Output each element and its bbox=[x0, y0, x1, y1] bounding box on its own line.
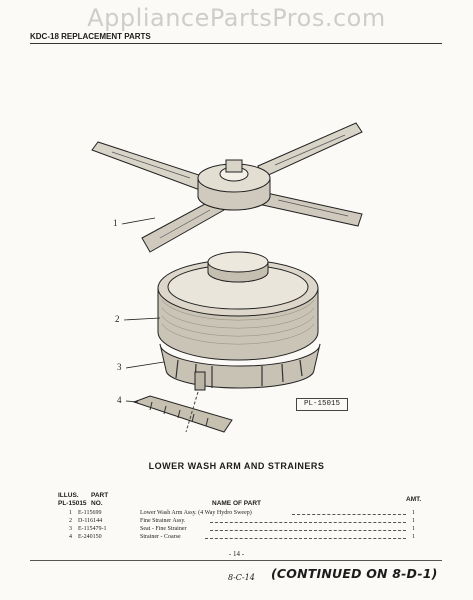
row-leader bbox=[292, 514, 406, 515]
row-part-number: E-115479-1 bbox=[78, 526, 107, 532]
row-illus: 2 bbox=[69, 518, 72, 524]
row-leader bbox=[210, 522, 406, 523]
table-head-illus-line1: ILLUS. bbox=[58, 492, 79, 499]
table-row bbox=[60, 509, 420, 517]
table-row bbox=[60, 525, 420, 533]
handwritten-reference: 8-C-14 bbox=[228, 573, 255, 582]
callout-4: 4 bbox=[117, 395, 122, 405]
page-number: - 14 - bbox=[228, 550, 245, 558]
table-row bbox=[60, 533, 420, 541]
plate-number: PL-15015 bbox=[296, 398, 348, 411]
table-head-amt: AMT. bbox=[406, 496, 422, 503]
fine-strainer-drawing bbox=[158, 252, 318, 360]
row-amount: 1 bbox=[412, 534, 415, 540]
row-leader bbox=[205, 538, 406, 539]
table-row bbox=[60, 517, 420, 525]
callout-3: 3 bbox=[117, 362, 122, 372]
row-amount: 1 bbox=[412, 510, 415, 516]
row-part-name: Fine Strainer Assy. bbox=[140, 518, 186, 524]
coarse-strainer-drawing bbox=[134, 392, 232, 432]
table-head-illus bbox=[58, 492, 87, 508]
watermark: AppliancePartsPros.com bbox=[87, 4, 386, 32]
row-part-name: Seat - Fine Strainer bbox=[140, 526, 187, 532]
row-part-number: E-240150 bbox=[78, 534, 102, 540]
row-part-name: Lower Wash Arm Assy. (4 Way Hydro Sweep) bbox=[140, 510, 252, 516]
row-part-number: D-116144 bbox=[78, 518, 103, 524]
table-head-part-line1: PART bbox=[91, 492, 109, 499]
continued-note: (CONTINUED ON 8-D-1) bbox=[271, 566, 438, 581]
table-head-illus-line2: PL-15015 bbox=[58, 500, 87, 507]
table-head-part bbox=[91, 492, 108, 508]
row-illus: 4 bbox=[69, 534, 72, 540]
page-divider bbox=[30, 560, 442, 561]
row-amount: 1 bbox=[412, 526, 415, 532]
row-amount: 1 bbox=[412, 518, 415, 524]
section-title: LOWER WASH ARM AND STRAINERS bbox=[148, 461, 325, 471]
row-illus: 1 bbox=[69, 510, 72, 516]
table-head-part-line2: NO. bbox=[91, 500, 103, 507]
row-part-number: E-115699 bbox=[78, 510, 102, 516]
lower-wash-arm-drawing bbox=[92, 123, 362, 252]
page-header: KDC-18 REPLACEMENT PARTS bbox=[30, 32, 442, 44]
row-part-name: Strainer - Coarse bbox=[140, 534, 181, 540]
table-head-name: NAME OF PART bbox=[212, 500, 261, 507]
row-illus: 3 bbox=[69, 526, 72, 532]
row-leader bbox=[210, 530, 406, 531]
callout-1: 1 bbox=[113, 218, 118, 228]
callout-2: 2 bbox=[115, 314, 120, 324]
